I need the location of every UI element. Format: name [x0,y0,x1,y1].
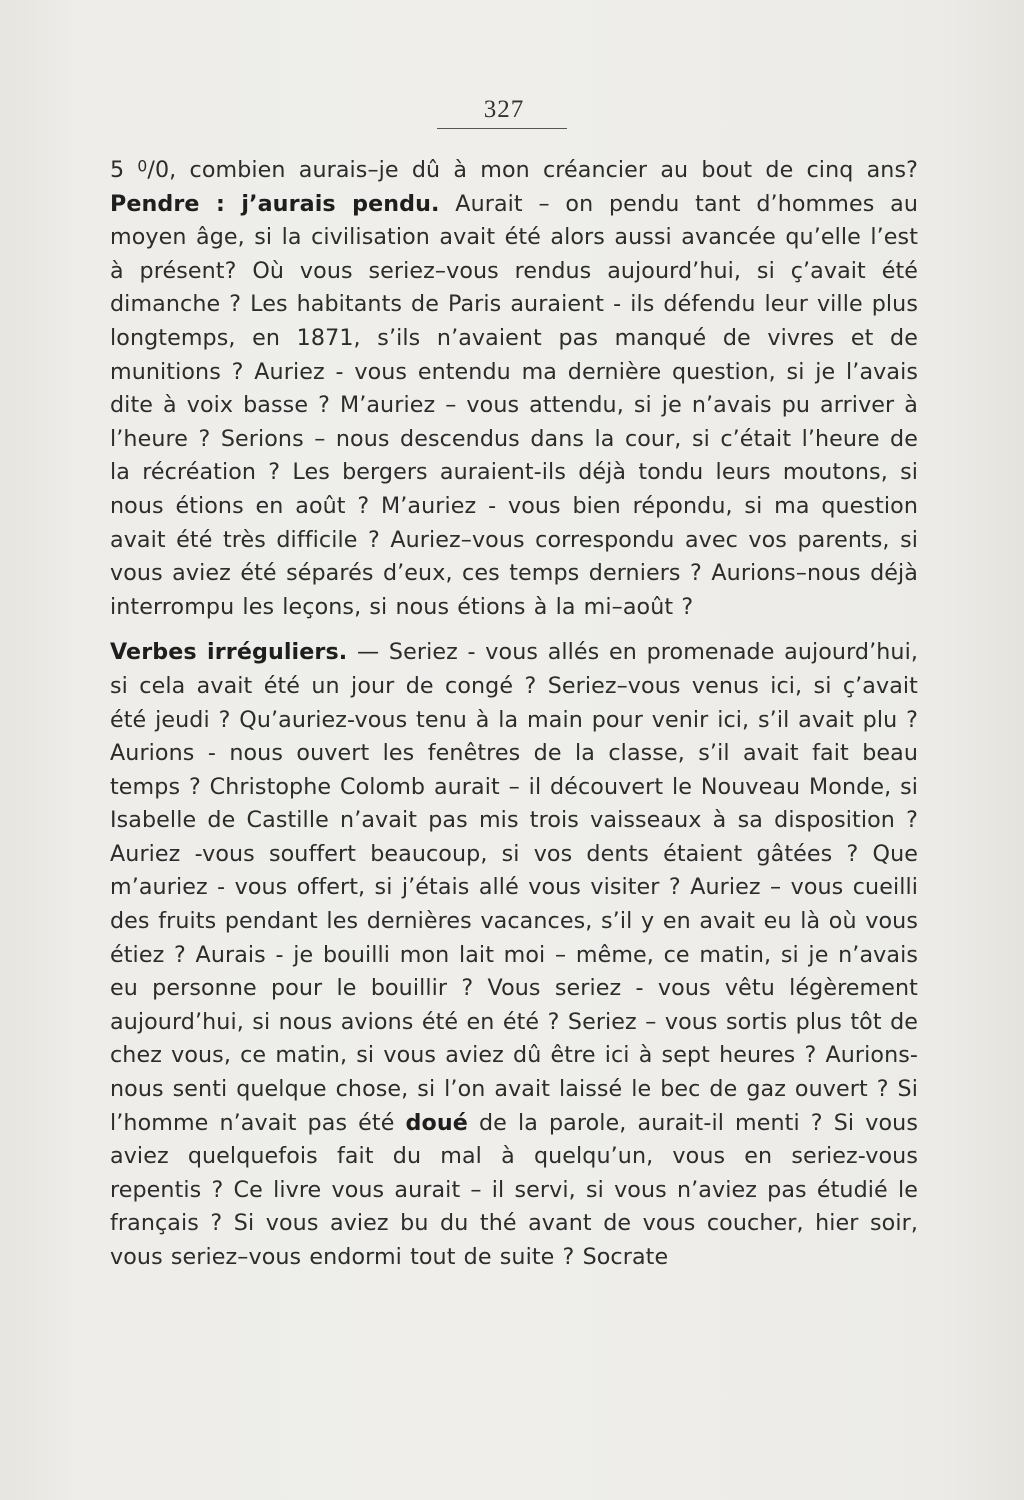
percent-superscript: 0 [137,157,148,176]
page-number: 327 [483,96,525,123]
page-body [110,154,918,1275]
paragraph-conditional-questions [110,154,918,624]
section-heading-verbes-irreguliers: Verbes irréguliers. [110,639,348,666]
bold-word-doue: doué [405,1109,468,1136]
paragraph-2-text-part-2: de la parole, aurait-il menti ? Si vous aviez quelquefois fait du mal à quelqu’un, vous en seriez-vous repentis ? Ce livre vous aurait – il servi, si vous n’aviez pas étudié le français ? Si vous aviez bu du thé avant de vous coucher, hier soir, vous seriez–vous endormi tout de suite ? Socrate [110,1109,918,1270]
paragraph-irregular-verbs [110,636,918,1274]
percent-lead: 5 [110,157,138,183]
bold-example-pendre: Pendre : j’aurais pendu. [110,190,440,217]
header-rule [437,128,567,129]
percent-rest: /0, combien aurais–je dû à mon créancier au bout de cinq ans? [147,157,918,183]
paragraph-2-text-part-1: — Seriez - vous allés en promenade aujourd’hui, si cela avait été un jour de congé ? Seriez–vous venus ici, si ç’avait été jeudi ? Qu’auriez-vous tenu à la main pour venir ici, s’il avait plu ? Aurions - nous ouvert les fenêtres de la classe, s’il avait fait beau temps ? Christophe Colomb aurait – il découvert le Nouveau Monde, si Isabelle de Castille n’avait pas mis trois vaisseaux à sa disposition ? Auriez -vous souffert beaucoup, si vos dents étaient gâtées ? Que m’auriez - vous offert, si j’étais allé vous visiter ? Auriez – vous cueilli des fruits pendant les dernières vacances, s’il y en avait eu là où vous étiez ? Aurais - je bouilli mon lait moi – même, ce matin, si je n’avais eu personne pour le bouillir ? Vous seriez - vous vêtu légèrement aujourd’hui, si nous avions été en été ? Seriez – vous sortis plus tôt de chez vous, ce matin, si vous aviez dû être ici à sept heures ? Aurions-nous senti quelque chose, si l’on avait laissé le bec de gaz ouvert ? Si l’homme n’avait pas été [110,639,919,1136]
paragraph-1-text: Aurait – on pendu tant d’hommes au moyen âge, si la civilisation avait été alors aussi avancée qu’elle l’est à présent? Où vous seriez–vous rendus aujourd’hui, si ç’avait été dimanche ? Les habitants de Paris auraient - ils défendu leur ville plus longtemps, en 1871, s’ils n’avaient pas manqué de vivres et de munitions ? Auriez - vous entendu ma dernière question, si je l’avais dite à voix basse ? M’auriez – vous attendu, si je n’avais pu arriver à l’heure ? Serions – nous descendus dans la cour, si c’était l’heure de la récréation ? Les bergers auraient-ils déjà tondu leurs moutons, si nous étions en août ? M’auriez - vous bien répondu, si ma question avait été très difficile ? Auriez–vous correspondu avec vos parents, si vous aviez été séparés d’eux, ces temps derniers ? Aurions–nous déjà interrompu les leçons, si nous étions à la mi–août ? [110,190,918,620]
